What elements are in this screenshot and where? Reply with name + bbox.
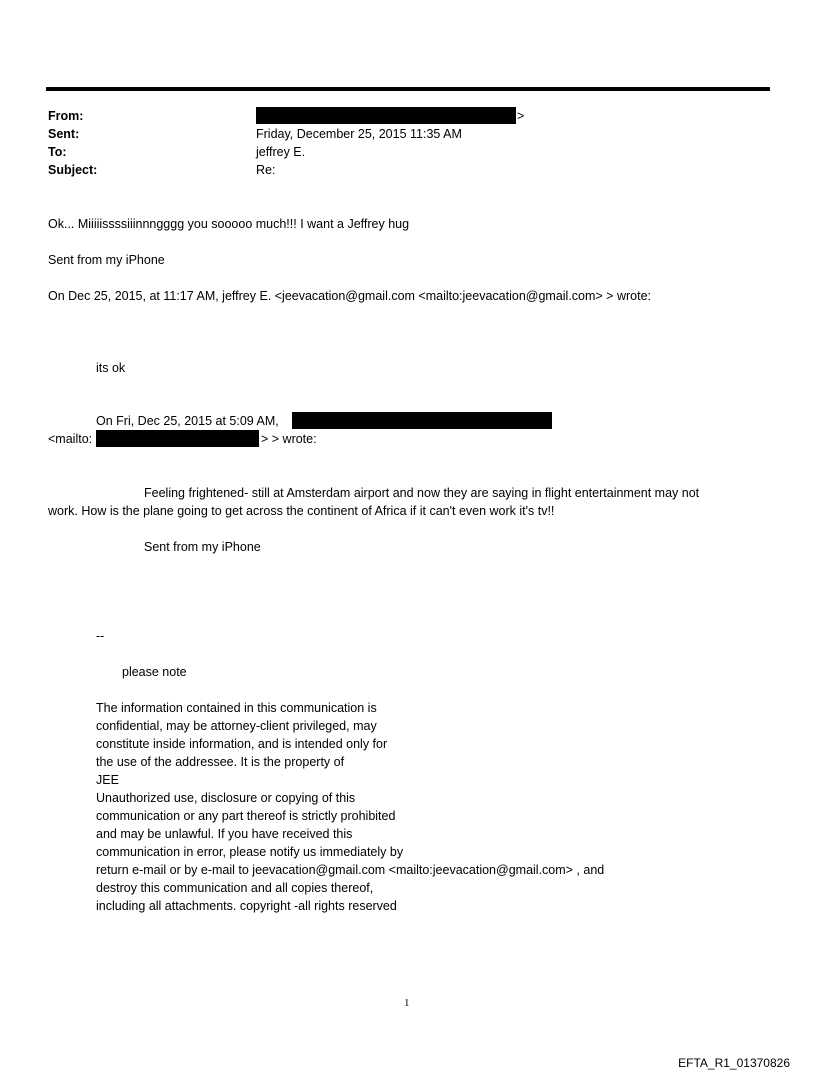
disclaimer-line: the use of the addressee. It is the property of xyxy=(96,755,345,769)
disclaimer-line: confidential, may be attorney-client privileged, may xyxy=(96,719,377,733)
redacted-from xyxy=(256,107,516,124)
disclaimer-block xyxy=(96,699,604,915)
disclaimer-line: including all attachments. copyright -all rights reserved xyxy=(96,899,397,913)
sent-value: Friday, December 25, 2015 11:35 AM xyxy=(256,127,462,141)
disclaimer-line: Unauthorized use, disclosure or copying of this xyxy=(96,791,356,805)
nested-mailto-prefix: <mailto: xyxy=(48,432,93,446)
disclaimer-line: The information contained in this communication is xyxy=(96,701,377,715)
document-id: EFTA_R1_01370826 xyxy=(678,1056,790,1070)
disclaimer-line: and may be unlawful. If you have received this xyxy=(96,827,353,841)
to-label: To: xyxy=(48,145,67,159)
disclaimer-line: JEE xyxy=(96,773,119,787)
header-rule xyxy=(46,87,770,91)
separator: -- xyxy=(96,629,105,643)
reply-text: its ok xyxy=(96,361,126,375)
disclaimer-line: communication in error, please notify us immediately by xyxy=(96,845,404,859)
nested-signature: Sent from my iPhone xyxy=(144,540,261,554)
nested-quote-header: On Fri, Dec 25, 2015 at 5:09 AM, xyxy=(96,414,279,428)
sent-label: Sent: xyxy=(48,127,80,141)
from-label: From: xyxy=(48,109,84,123)
quote-header: On Dec 25, 2015, at 11:17 AM, jeffrey E. <jeevacation@gmail.com <mailto:jeevacation@gmail.com> > wrote: xyxy=(48,289,651,303)
nested-message-line: Feeling frightened- still at Amsterdam airport and now they are saying in flight entertainment may not xyxy=(144,486,700,500)
please-note: please note xyxy=(122,665,187,679)
disclaimer-line: destroy this communication and all copies thereof, xyxy=(96,881,374,895)
from-suffix: > xyxy=(517,109,525,123)
redacted-email xyxy=(96,430,259,447)
disclaimer-line: return e-mail or by e-mail to jeevacation@gmail.com <mailto:jeevacation@gmail.com> , and xyxy=(96,863,605,877)
to-value: jeffrey E. xyxy=(256,145,306,159)
page-number: 1 xyxy=(404,997,410,1009)
nested-mailto-suffix: > > wrote: xyxy=(261,432,317,446)
disclaimer-line: communication or any part thereof is strictly prohibited xyxy=(96,809,396,823)
redacted-sender xyxy=(292,412,552,429)
signature: Sent from my iPhone xyxy=(48,253,165,267)
body-line: Ok... Miiiiissssiiinnngggg you sooooo much!!! I want a Jeffrey hug xyxy=(48,217,410,231)
subject-label: Subject: xyxy=(48,163,98,177)
nested-message-line: work. How is the plane going to get across the continent of Africa if it can't even work it's tv!! xyxy=(48,504,555,518)
subject-value: Re: xyxy=(256,163,276,177)
disclaimer-line: constitute inside information, and is intended only for xyxy=(96,737,388,751)
